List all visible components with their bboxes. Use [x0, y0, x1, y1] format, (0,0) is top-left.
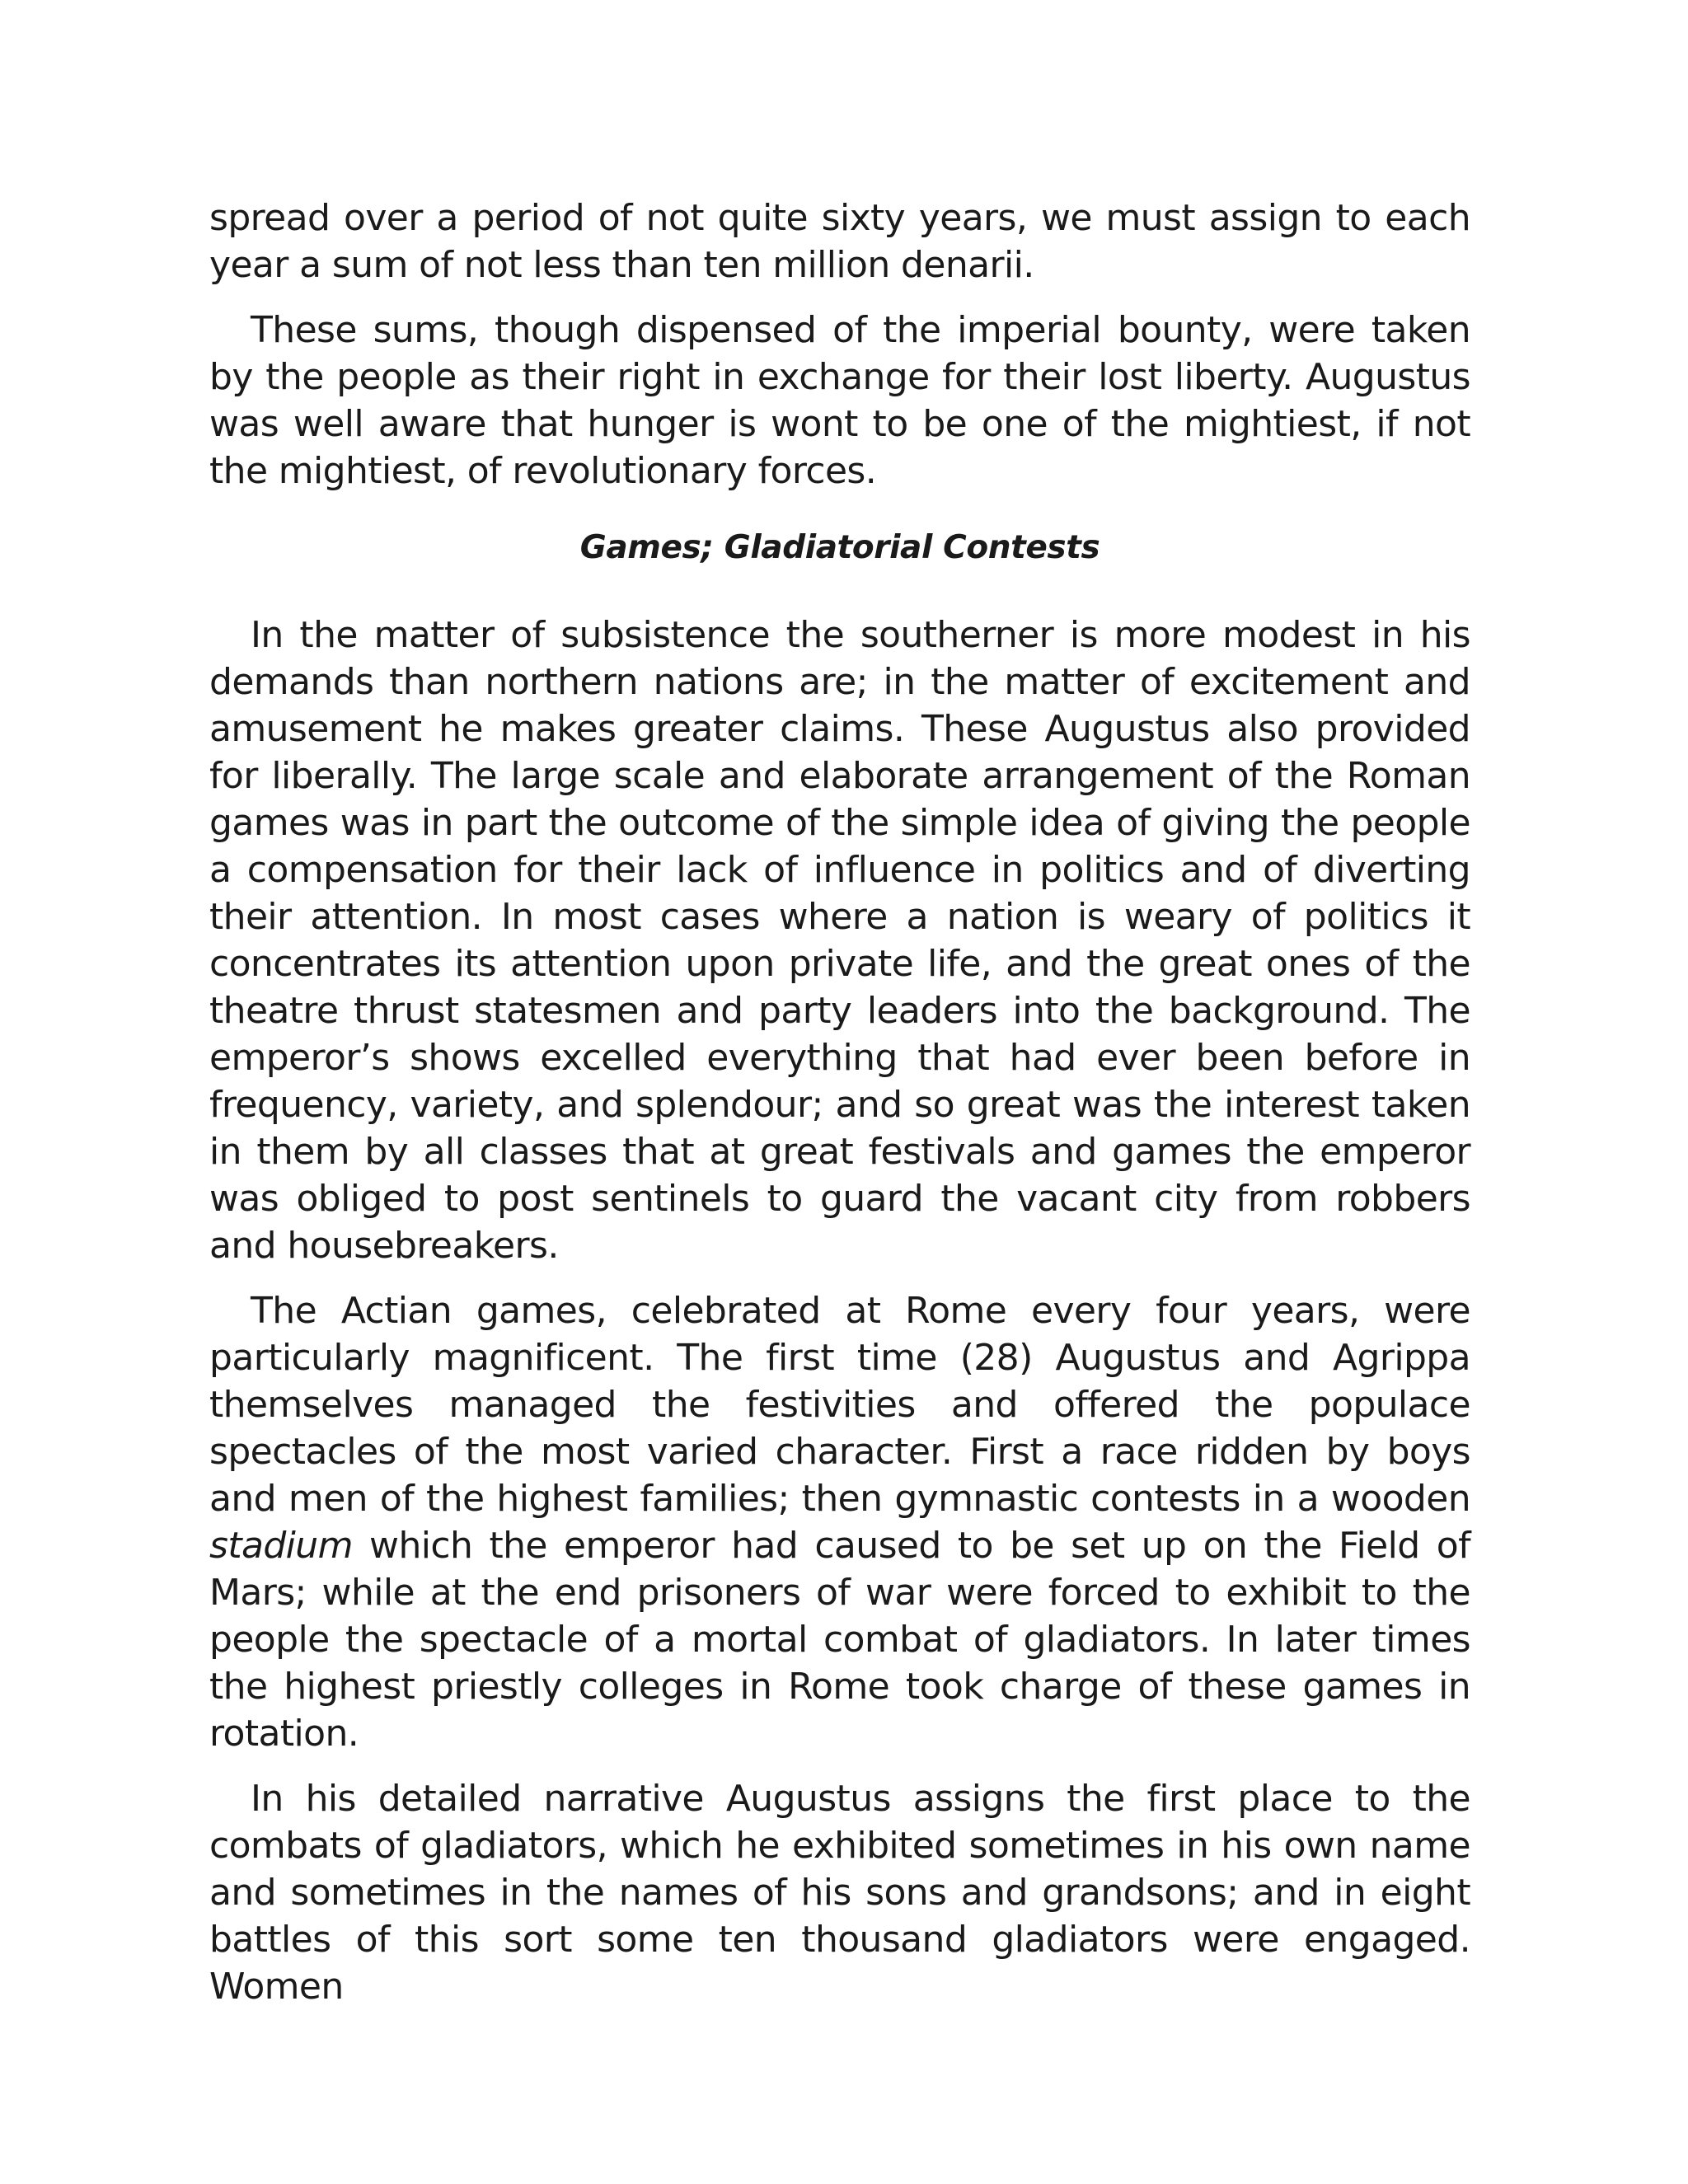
paragraph-text: which the emperor had caused to be set up on the Field of Mars; while at the end prisoners of war were forced to exhibit to the people the spectacle of a mortal combat of gladiators. In later times the highest priestly colleges in Rome took charge of these games in rotation.: [209, 1525, 1470, 1755]
paragraph-bounty: These sums, though dispensed of the imperial bounty, were taken by the people as their right in exchange for their lost liberty. Augustus was well aware that hunger is wont to be one of the mightiest, if not the mightiest, of revolutionary forces.: [209, 309, 1470, 492]
paragraph-actian-games: [209, 1287, 1470, 1757]
section-heading: Games; Gladiatorial Contests: [579, 529, 1100, 566]
document-page: [209, 194, 1470, 2028]
paragraph-gladiators: In his detailed narrative Augustus assigns the first place to the combats of gladiators, which he exhibited sometimes in his own name and sometimes in the names of his sons and grandsons; and in eight battles of this sort some ten thousand gladiators were engaged. Women: [209, 1778, 1470, 2008]
paragraph-subsistence: In the matter of subsistence the southerner is more modest in his demands than northern nations are; in the matter of excitement and amusement he makes greater claims. These Augustus also provided for liberally. The large scale and elaborate arrangement of the Roman games was in part the outcome of the simple idea of giving the people a compensation for their lack of influence in politics and of diverting their attention. In most cases where a nation is weary of politics it concentrates its attention upon private life, and the great ones of the theatre thrust statesmen and party leaders into the background. The emperor’s shows excelled everything that had ever been before in frequency, variety, and splendour; and so great was the interest taken in them by all classes that at great festivals and games the emperor was obliged to post sentinels to guard the vacant city from robbers and housebreakers.: [209, 614, 1470, 1267]
paragraph-text: The Actian games, celebrated at Rome every four years, were particularly magnificent. The first time (28) Augustus and Agrippa themselves managed the festivities and offered the populace spectacles of the most varied character. First a race ridden by boys and men of the highest families; then gymnastic contests in a wooden: [209, 1290, 1470, 1520]
italic-term: stadium: [209, 1525, 353, 1567]
paragraph-continuation: spread over a period of not quite sixty years, we must assign to each year a sum of not less than ten million denarii.: [209, 197, 1470, 286]
